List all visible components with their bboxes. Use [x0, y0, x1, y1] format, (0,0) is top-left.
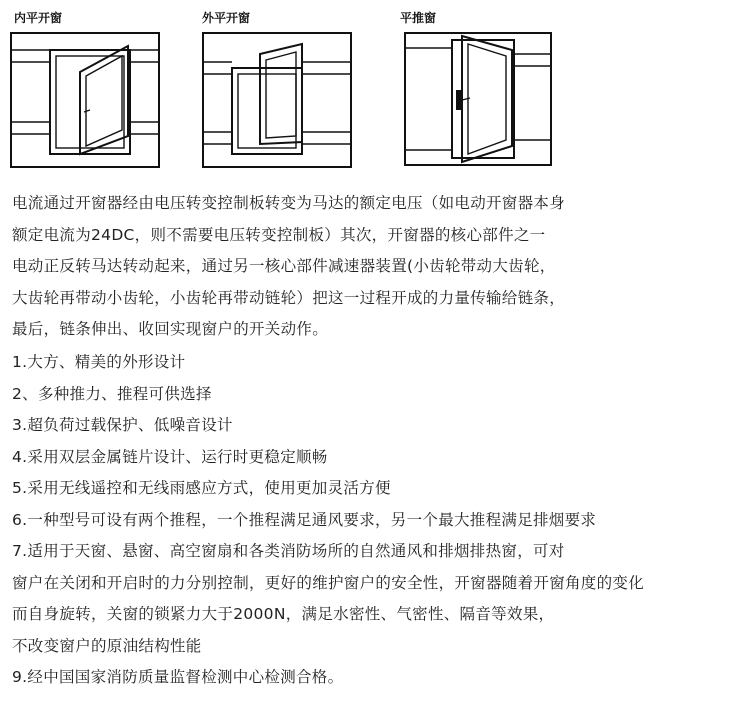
- feature-item: 4.采用双层金属链片设计、运行时更稳定顺畅: [12, 447, 328, 466]
- paragraph-line: 最后，链条伸出、收回实现窗户的开关动作。: [12, 320, 329, 338]
- feature-item: 而自身旋转，关窗的锁紧力大于2000N，满足水密性、气密性、隔音等效果，: [12, 605, 555, 623]
- window-type-diagrams: [0, 0, 750, 180]
- feature-item: 3.超负荷过载保护、低噪音设计: [12, 416, 233, 434]
- feature-item: 5.采用无线遥控和无线雨感应方式，使用更加灵活方便: [12, 479, 391, 497]
- feature-item: 不改变窗户的原油结构性能: [12, 636, 202, 655]
- parallel-push-window-icon: [404, 32, 552, 166]
- paragraph-line: 电流通过开窗器经由电压转变控制板转变为马达的额定电压（如电动开窗器本身: [12, 194, 566, 212]
- caption-inward-casement: 内平开窗: [14, 11, 63, 25]
- feature-item: 窗户在关闭和开启时的力分别控制，更好的维护窗户的安全性，开窗器随着开窗角度的变化: [12, 573, 645, 592]
- caption-outward-casement: 外平开窗: [202, 11, 251, 25]
- feature-item: 2、多种推力、推程可供选择: [12, 384, 212, 403]
- feature-list: [12, 347, 747, 694]
- feature-item: 6.一种型号可设有两个推程，一个推程满足通风要求，另一个最大推程满足排烟要求: [12, 510, 597, 529]
- feature-item: 9.经中国国家消防质量监督检测中心检测合格。: [12, 668, 344, 686]
- caption-parallel-push: 平推窗: [400, 11, 437, 25]
- feature-item: 7.适用于天窗、悬窗、高空窗扇和各类消防场所的自然通风和排烟排热窗，可对: [12, 542, 565, 560]
- feature-item: 1.大方、精美的外形设计: [12, 353, 186, 371]
- description-paragraph: [12, 188, 742, 346]
- paragraph-line: 额定电流为24DC，则不需要电压转变控制板）其次，开窗器的核心部件之一: [12, 225, 546, 244]
- inward-casement-window-icon: [10, 32, 160, 168]
- paragraph-line: 电动正反转马达转动起来，通过另一核心部件减速器装置(小齿轮带动大齿轮，: [12, 257, 556, 275]
- paragraph-line: 大齿轮再带动小齿轮，小齿轮再带动链轮）把这一过程开成的力量传输给链条，: [12, 288, 566, 307]
- outward-casement-window-icon: [202, 32, 352, 168]
